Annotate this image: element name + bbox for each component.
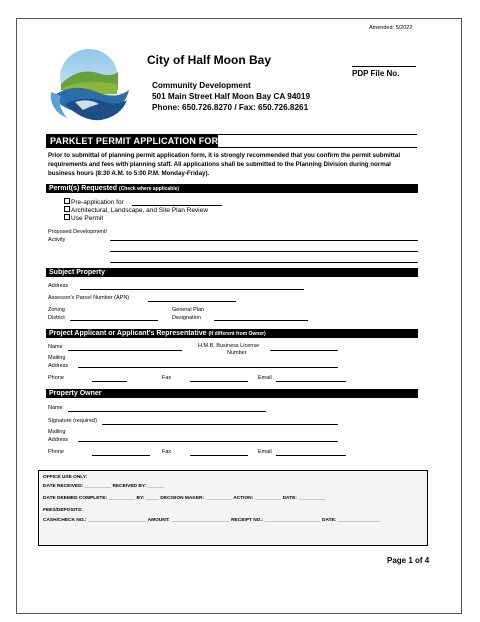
proposed-label-2: Activity <box>48 237 66 243</box>
owner-fax-label: Fax <box>162 449 172 455</box>
amended-date: Amended: 5/2022 <box>369 25 413 31</box>
checkbox-icon <box>64 198 70 204</box>
owner-mailing-2: Address <box>48 437 69 443</box>
proposed-line-3[interactable] <box>110 262 418 263</box>
owner-fax-line[interactable] <box>190 455 248 456</box>
applicant-phone-line[interactable] <box>92 381 127 382</box>
proposed-line-2[interactable] <box>110 251 418 252</box>
office-line-received: DATE RECEIVED: __________ RECEIVED BY: ______ <box>43 484 164 489</box>
owner-phone-label: Phone <box>48 449 64 455</box>
applicant-name-label: Name <box>48 344 63 350</box>
pdp-file-label: PDP File No. <box>352 69 400 78</box>
applicant-phone-label: Phone <box>48 375 64 381</box>
owner-mailing-1: Mailing <box>48 429 66 435</box>
gp-label-1: General Plan <box>172 307 205 313</box>
office-use-box <box>38 470 428 546</box>
owner-signature-label: Signature (required) <box>48 418 97 424</box>
permits-heading: Permit(s) Requested (Check where applicable) <box>46 184 418 193</box>
applicant-email-line[interactable] <box>276 381 346 382</box>
intro-text: Prior to submittal of planning permit application form, it is strongly recommended that you confirm the permit submittal requirements and fees with planning staff. All applications shall be submitted to the Planning Division during normal business hours (8:30 A.M. to 5:00 P.M. Monday-Friday). <box>48 152 401 177</box>
subject-address-line[interactable] <box>80 289 304 290</box>
checkbox-icon <box>64 214 70 220</box>
office-fees-label: FEES/DEPOSITS: <box>43 508 83 513</box>
hmb-label-1: H.M.B. Business License <box>198 343 260 349</box>
owner-mailing-line[interactable] <box>78 441 338 442</box>
applicant-fax-line[interactable] <box>190 381 248 382</box>
page-number: Page 1 of 4 <box>387 556 430 565</box>
applicant-mailing-line[interactable] <box>78 367 338 368</box>
form-title-bar <box>46 134 417 148</box>
owner-phone-line[interactable] <box>92 455 150 456</box>
hmb-label-2: Number <box>227 350 247 356</box>
pdp-file-line[interactable] <box>352 66 416 67</box>
dept-phone: Phone: 650.726.8270 / Fax: 650.726.8261 <box>152 103 309 112</box>
owner-email-label: Email <box>258 449 272 455</box>
checkbox-use-permit[interactable]: Use Permit <box>64 214 103 222</box>
office-line-cash: CASH/CHECK NO.: ______________________ AMOUNT: ______________________ RECEIPT NO.: _____________________ DATE: ________________ <box>43 518 381 523</box>
zoning-label-2: District <box>48 315 65 321</box>
apn-label: Assessor's Parcel Number (APN) <box>48 295 130 301</box>
subject-address-label: Address <box>48 283 69 289</box>
owner-email-line[interactable] <box>276 455 346 456</box>
applicant-fax-label: Fax <box>162 375 172 381</box>
zoning-line[interactable] <box>70 320 158 321</box>
checkbox-pre-application[interactable]: Pre-application for <box>64 198 124 206</box>
applicant-name-line[interactable] <box>68 350 182 351</box>
apn-line[interactable] <box>148 301 236 302</box>
proposed-line-1[interactable] <box>110 240 418 241</box>
applicant-email-label: Email <box>258 375 272 381</box>
proposed-label-1: Proposed Development/ <box>48 229 108 235</box>
checkbox-icon <box>64 206 70 212</box>
city-name: City of Half Moon Bay <box>147 53 272 67</box>
city-logo-icon <box>45 44 139 128</box>
dept-name: Community Development <box>152 81 251 90</box>
owner-name-line[interactable] <box>68 411 266 412</box>
gp-label-2: Designation <box>172 315 202 321</box>
owner-heading: Property Owner <box>46 389 418 398</box>
subject-heading: Subject Property <box>46 268 418 277</box>
office-title: OFFICE USE ONLY: <box>43 475 88 480</box>
dept-address: 501 Main Street Half Moon Bay CA 94019 <box>152 92 311 101</box>
applicant-mailing-1: Mailing <box>48 355 66 361</box>
zoning-label-1: Zoning <box>48 307 65 313</box>
owner-signature-line[interactable] <box>102 424 338 425</box>
office-line-complete: DATE DEEMED COMPLETE: __________ BY: _____ DECISION MAKER: __________ ACTION: __________ DATE: __________ <box>43 496 325 501</box>
checkbox-architectural[interactable]: Architectural, Landscape, and Site Plan Review <box>64 206 208 214</box>
gp-line[interactable] <box>214 320 308 321</box>
form-title: PARKLET PERMIT APPLICATION FORM <box>50 136 227 146</box>
applicant-heading: Project Applicant or Applicant's Representative (If different from Owner) <box>46 329 418 338</box>
hmb-line[interactable] <box>270 350 338 351</box>
owner-name-label: Name <box>48 405 63 411</box>
applicant-mailing-2: Address <box>48 363 69 369</box>
